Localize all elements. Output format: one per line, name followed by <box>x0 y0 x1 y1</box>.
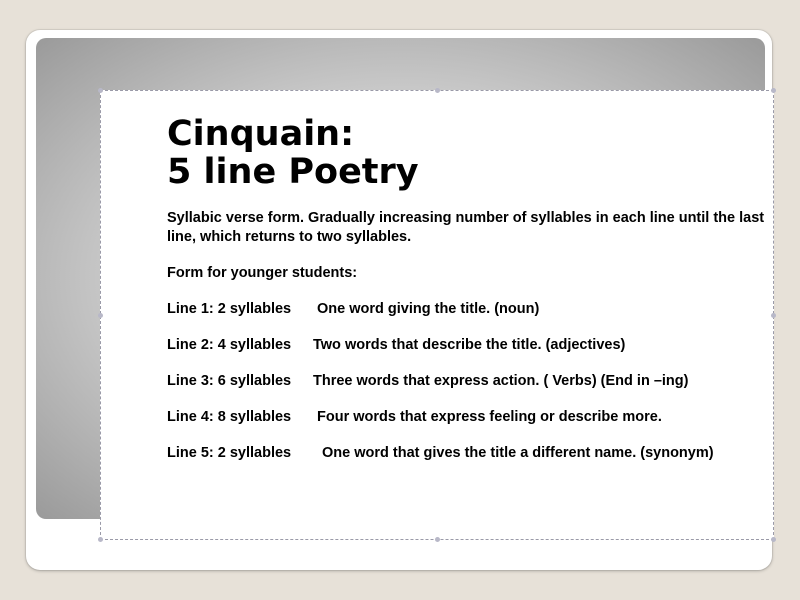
selection-handle <box>98 88 103 93</box>
selection-handle <box>771 88 776 93</box>
line-item-1 <box>167 300 767 319</box>
line-label: Line 4: 8 syllables <box>167 409 292 425</box>
line-description: Two words that describe the title. (adjectives) <box>313 337 626 353</box>
line-label: Line 1: 2 syllables <box>167 301 292 317</box>
page-title <box>167 115 767 191</box>
line-description: One word giving the title. (noun) <box>317 301 540 317</box>
form-heading: Form for younger students: <box>167 265 358 281</box>
selection-handle <box>98 537 103 542</box>
intro-paragraph: Syllabic verse form. Gradually increasing number of syllables in each line until the last line, which returns to two syllables. <box>167 210 765 245</box>
title-line-1: Cinquain: <box>167 114 355 154</box>
line-description: Four words that express feeling or describe more. <box>317 409 662 425</box>
line-label: Line 2: 4 syllables <box>167 337 292 353</box>
line-item-2 <box>167 336 767 355</box>
selection-handle <box>435 88 440 93</box>
line-list <box>167 300 767 463</box>
line-item-5 <box>167 444 767 463</box>
line-label: Line 5: 2 syllables <box>167 445 292 461</box>
line-item-4 <box>167 408 767 427</box>
line-description: Three words that express action. ( Verbs) (End in –ing) <box>313 373 689 389</box>
title-line-2: 5 line Poetry <box>167 152 419 192</box>
picture-frame <box>36 38 765 519</box>
selection-handle <box>771 313 776 318</box>
selection-handle <box>98 313 103 318</box>
document-content <box>167 115 767 480</box>
line-label: Line 3: 6 syllables <box>167 373 292 389</box>
document-image <box>100 90 774 540</box>
selection-handle <box>435 537 440 542</box>
line-item-3 <box>167 372 767 391</box>
selection-handle <box>771 537 776 542</box>
line-description: One word that gives the title a different name. (synonym) <box>322 445 714 461</box>
